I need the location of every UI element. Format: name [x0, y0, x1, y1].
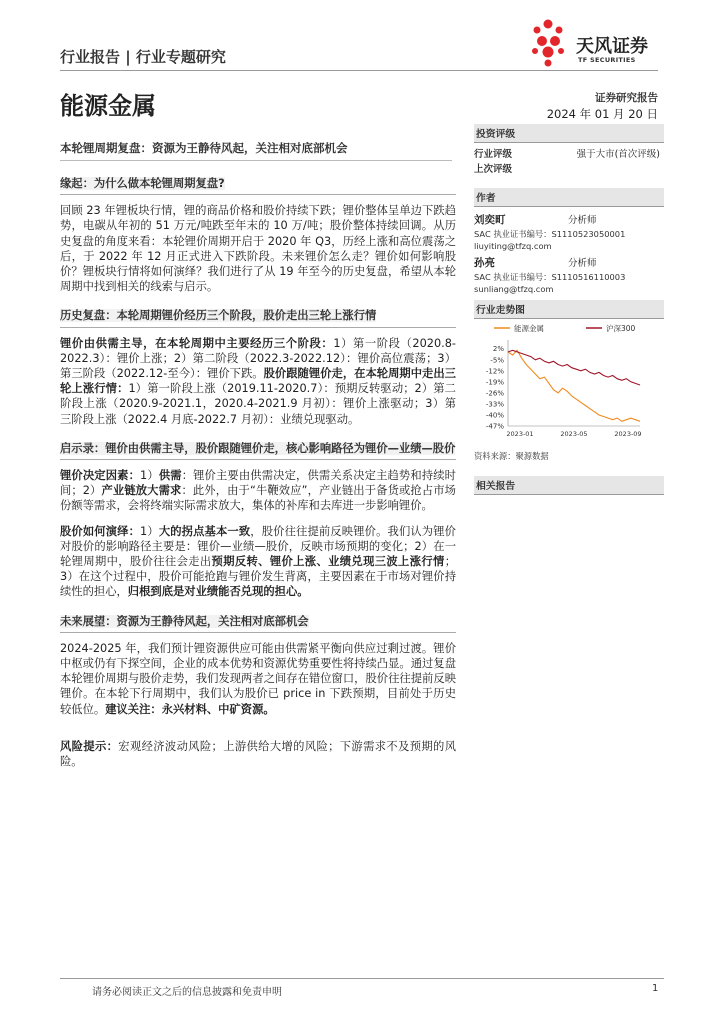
section-heading-history: 历史复盘：本轮周期锂价经历三个阶段，股价走出三轮上涨行情: [60, 308, 456, 327]
trend-chart-svg: [474, 318, 664, 442]
sector-title: 能源金属: [60, 92, 156, 120]
main-content: [60, 176, 456, 769]
previous-rating-row: 上次评级: [474, 164, 513, 175]
y-tick-label: -19%: [485, 378, 504, 387]
insight-paragraph-1: 锂价决定因素：1）供需：锂价主要由供需决定，供需关系决定主趋势和持续时间；2）产业链放大需求：此外，由于“牛鞭效应”，产业链出于备货或抢占市场份额等需求，会将终端实际需求放大，集体的补库和去库进一步影响锂价。: [60, 469, 456, 513]
insight-paragraph-2: 股价如何演绎：1）大的拐点基本一致，股价往往提前反映锂价。我们认为锂价对股价的影响路径主要是：锂价—业绩—股价，反映市场预期的变化；2）在一轮锂周期中，股价往往会走出预期反转、锂价上涨、业绩兑现三波上涨行情；3）在这个过程中，股价可能抢跑与锂价发生背离，主要因素在于市场对锂价持续性的担心，归根到底是对业绩能否兑现的担心。: [60, 524, 456, 599]
logo-text-cn: 天风证券: [576, 36, 648, 57]
industry-rating-row: 行业评级 强于大市(首次评级): [474, 149, 660, 160]
related-heading: 相关报告: [474, 476, 664, 495]
footer-disclaimer: 请务必阅读正文之后的信息披露和免责申明: [92, 987, 282, 998]
rating-block: [474, 124, 664, 177]
report-date: 2024 年 01 月 20 日: [546, 107, 658, 121]
title-divider: [60, 160, 452, 161]
y-tick-label: -40%: [485, 411, 504, 420]
page-number: 1: [652, 983, 659, 994]
y-tick-label: -5%: [490, 356, 504, 365]
y-tick-label: -26%: [485, 389, 504, 398]
origin-paragraph: 回顾 23 年锂板块行情，锂的商品价格和股价持续下跌；锂价整体呈单边下跌趋势，电碳从年初的 51 万元/吨跌至年末的 10 万/吨；股价整体持续回调。从历史复盘的角度来看：本轮锂价周期开启于 2020 年 Q3，历经上涨和高位震荡之后，于 2022 年 12 月正式进入下跌阶段。未来锂价怎么走？锂价如何影响股价？锂板块行情将如何演绎？我们进行了从 19 年至今的历史复盘，希望从本轮周期中找到相关的线索与启示。: [60, 204, 456, 294]
authors-heading: 作者: [474, 188, 664, 207]
outlook-paragraph: 2024-2025 年，我们预计锂资源供应可能由供需紧平衡向供应过剩过渡。锂价中枢或仍有下探空间，企业的成本优势和资源优势重要性将持续凸显。通过复盘本轮锂价周期与股价走势，我们发现两者之间存在错位窗口，股价往往提前反映锂价。在本轮下行周期中，我们认为股价已 price in 下跌预期，目前处于历史较低位。建议关注：永兴材料、中矿资源。: [60, 641, 456, 716]
author-email[interactable]: liuyiting@tfzq.com: [474, 241, 552, 251]
chart-source: 资料来源：聚源数据: [474, 451, 549, 461]
history-paragraph: 锂价由供需主导，在本轮周期中主要经历三个阶段：1）第一阶段（2020.8-2022.3）：锂价上涨；2）第二阶段（2022.3-2022.12）：锂价高位震荡；3）第三阶段（2022.12-至今）：锂价下跌。股价跟随锂价走，在本轮周期中走出三轮上涨行情：1）第一阶段上涨（2019.11-2020.7）：预期反转驱动；2）第二阶段上涨（2020.9-2021.1，2020.4-2021.9 月初）：锂价上涨驱动；3）第三阶段上涨（2022.4 月底-2022.7 月初）：业绩兑现驱动。: [60, 336, 456, 426]
report-title: 本轮锂周期复盘：资源为王静待风起，关注相对底部机会: [60, 141, 348, 155]
authors-block: [474, 188, 664, 295]
logo-flower-icon: [520, 14, 576, 70]
trend-heading-block: [474, 300, 664, 319]
x-tick-label: 2023-09: [614, 430, 642, 438]
x-tick-label: 2023-01: [506, 430, 534, 438]
legend-label: 沪深300: [606, 324, 636, 333]
y-tick-label: -33%: [485, 400, 504, 409]
report-category: 行业报告 | 行业专题研究: [60, 48, 226, 66]
section-heading-insight: 启示录：锂价由供需主导，股价跟随锂价走，核心影响路径为锂价—业绩—股价: [60, 441, 456, 460]
series-line-energy-metals: [508, 350, 640, 421]
company-logo: [520, 14, 670, 72]
risk-paragraph: 风险提示：宏观经济波动风险；上游供给大增的风险；下游需求不及预期的风险。: [60, 739, 456, 769]
section-heading-outlook: 未来展望：资源为王静待风起，关注相对底部机会: [60, 614, 456, 633]
rating-heading: 投资评级: [474, 124, 664, 143]
series-line-csi300: [508, 350, 640, 385]
section-heading-origin: 缘起：为什么做本轮锂周期复盘?: [60, 176, 456, 195]
trend-heading: 行业走势图: [474, 300, 664, 319]
report-type: 证券研究报告: [595, 92, 658, 104]
author-card: 刘奕町 分析师 SAC 执业证书编号：S1110523050001 liuyiting@tfzq.com: [474, 213, 664, 252]
footer-divider: [60, 978, 664, 979]
logo-text-en: TF SECURITIES: [578, 56, 636, 64]
legend-label: 能源金属: [514, 324, 544, 333]
y-tick-label: -12%: [485, 367, 504, 376]
author-card: 孙亮 分析师 SAC 执业证书编号：S1110516110003 sunliang@tfzq.com: [474, 256, 664, 295]
author-email[interactable]: sunliang@tfzq.com: [474, 284, 554, 294]
related-block: [474, 476, 664, 495]
x-tick-label: 2023-05: [560, 430, 588, 438]
y-tick-label: 2%: [492, 345, 504, 354]
trend-chart: [474, 318, 664, 460]
y-tick-label: -47%: [485, 422, 504, 431]
